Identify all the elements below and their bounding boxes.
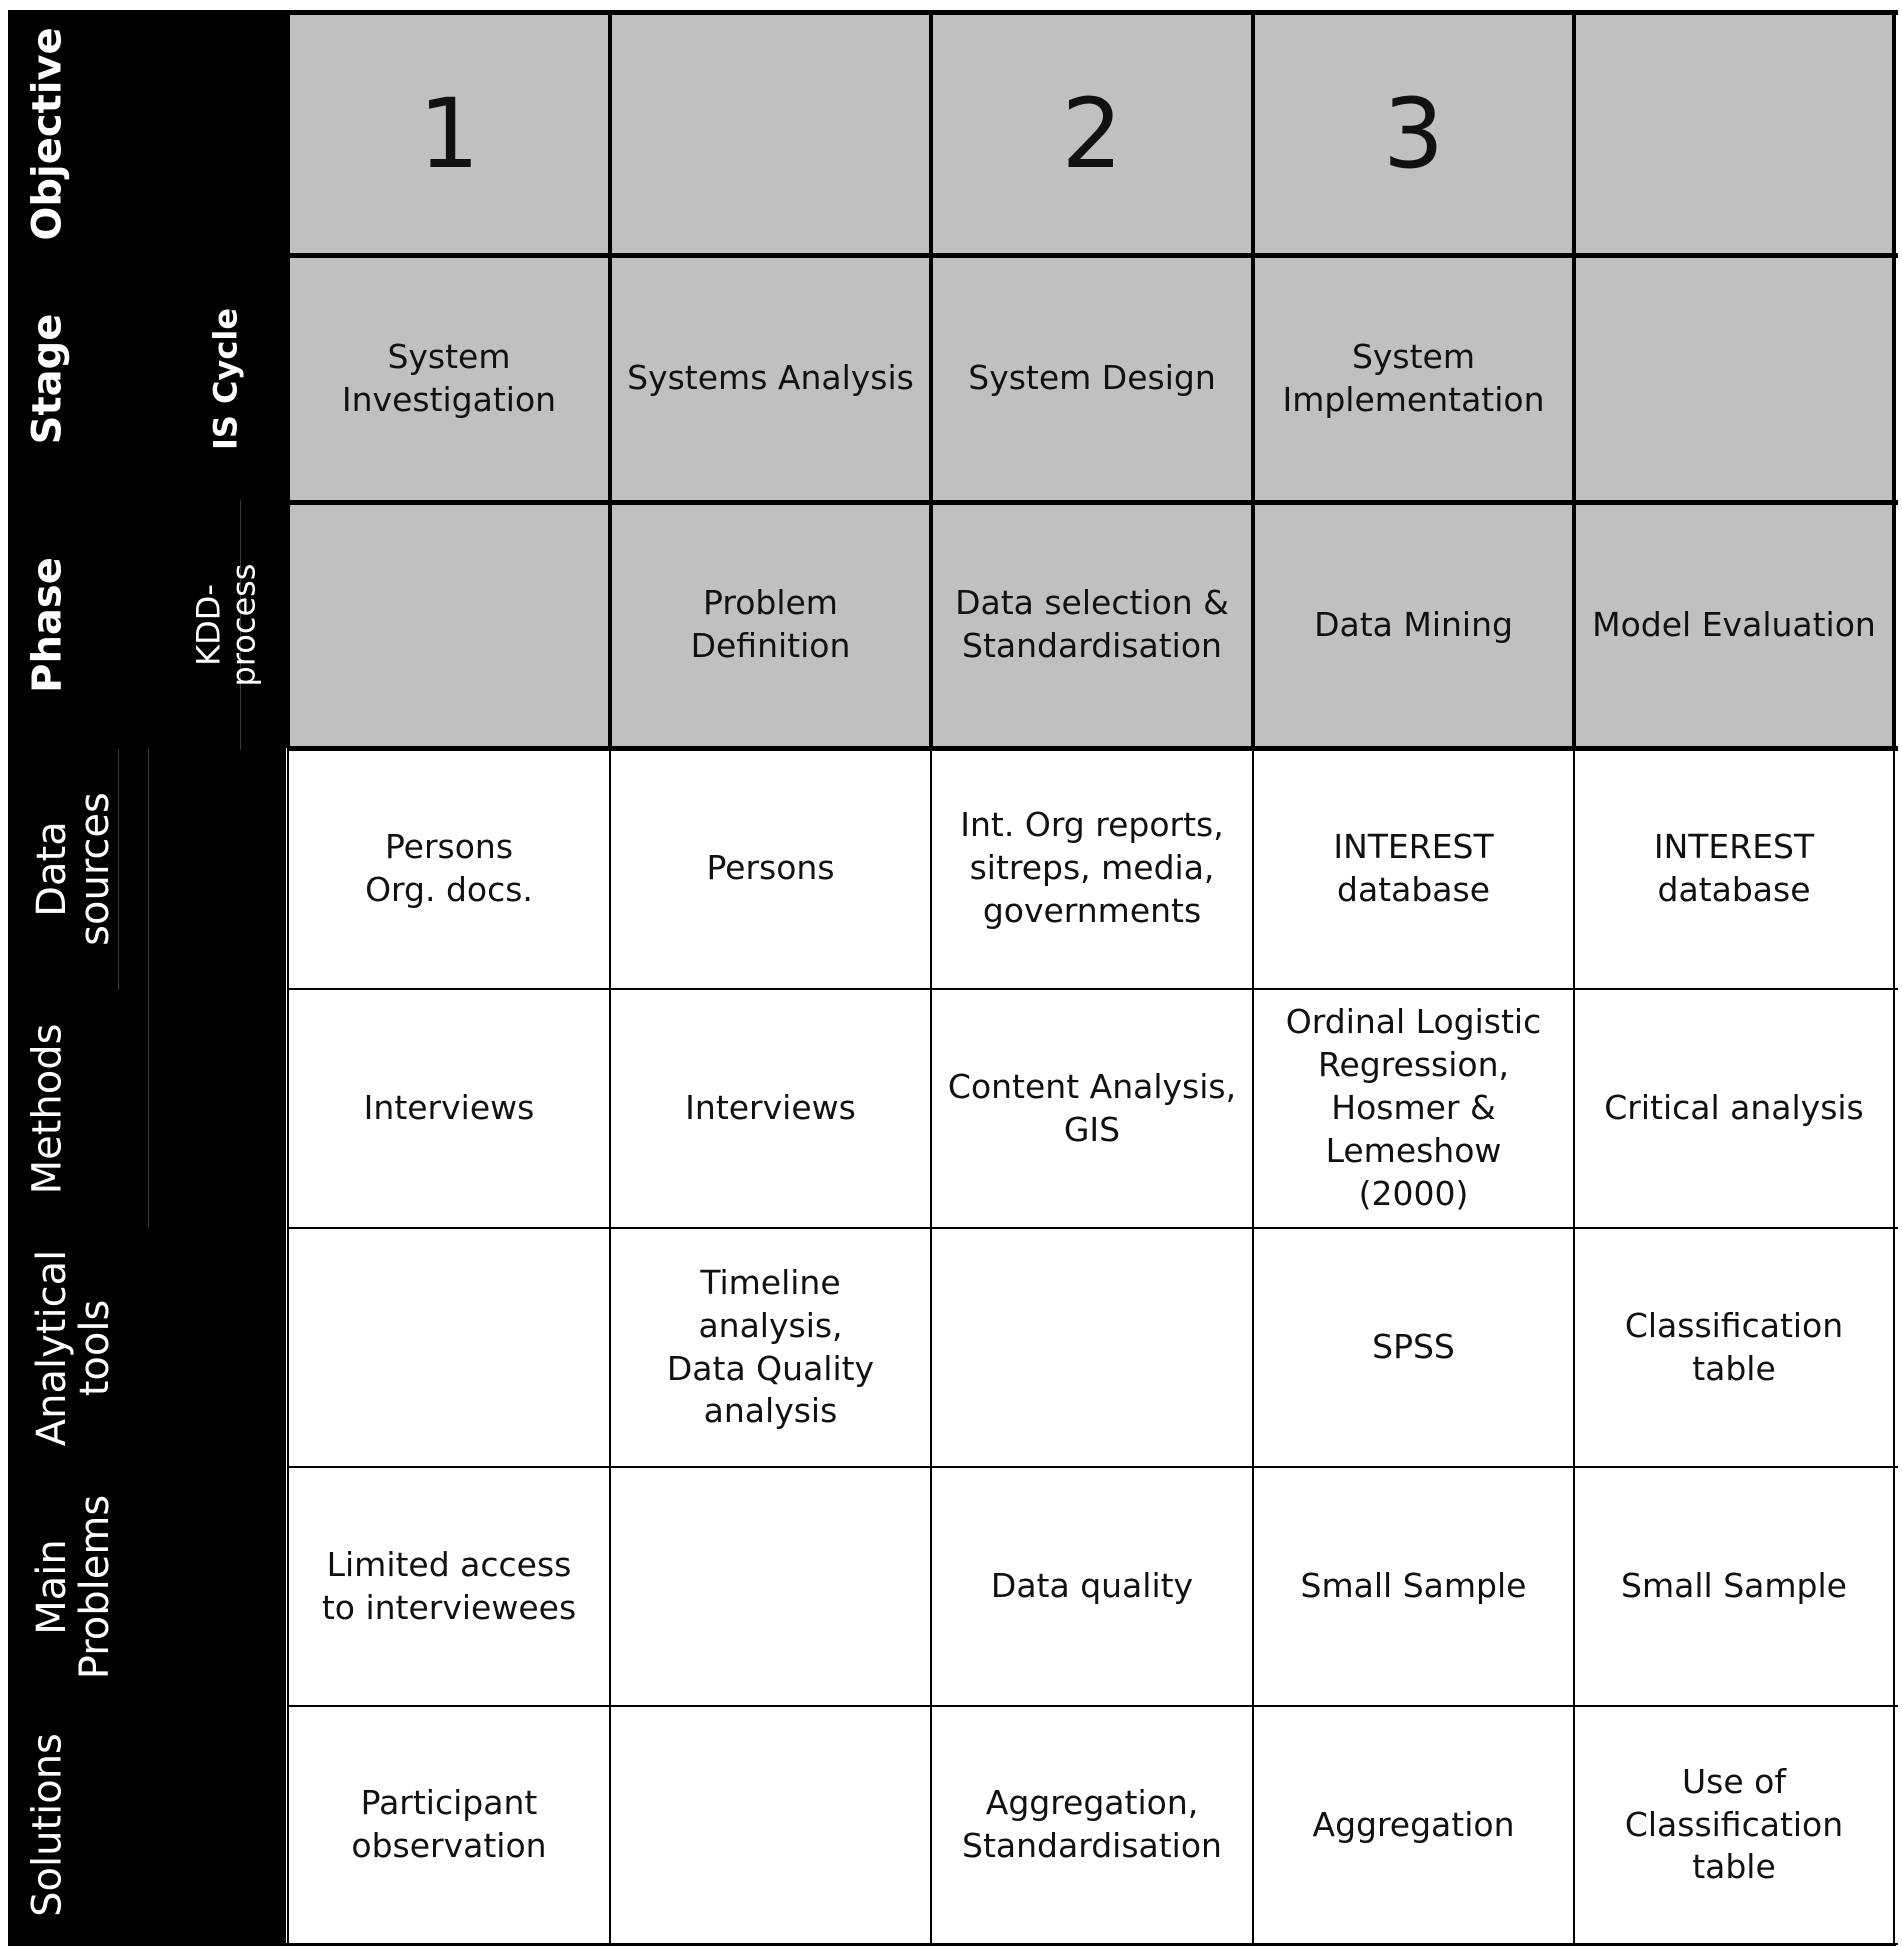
row-label-solutions: Solutions (24, 1733, 71, 1917)
cell-text: INTEREST database (1333, 826, 1494, 909)
cell-data-sources-col-4 (1253, 748, 1574, 989)
grid-vline-gray (929, 12, 933, 748)
cell-text: Model Evaluation (1592, 604, 1876, 644)
cell-main-problems-col-4 (1253, 1467, 1574, 1706)
cell-stage-col-5 (1574, 255, 1894, 502)
grid-hline (288, 500, 1898, 505)
cell-text: System Implementation (1282, 336, 1545, 419)
cell-objective-col-3 (931, 12, 1253, 255)
cell-stage-col-1 (288, 255, 610, 502)
cell-text: Content Analysis, GIS (947, 1066, 1237, 1149)
cell-data-sources-col-1 (288, 748, 610, 989)
cell-analytical-tools-col-4 (1253, 1228, 1574, 1467)
cell-text: Participant observation (351, 1783, 547, 1865)
cell-text: Problem Definition (690, 583, 851, 665)
cell-phase-col-3 (931, 502, 1253, 748)
cell-text: Small Sample (1621, 1566, 1847, 1606)
cell-main-problems-col-2 (610, 1467, 931, 1706)
cell-solutions-col-5 (1574, 1706, 1894, 1944)
cell-main-problems-col-1 (288, 1467, 610, 1706)
cell-methods-col-2 (610, 989, 931, 1228)
cell-main-problems-col-3 (931, 1467, 1253, 1706)
cell-solutions-col-1 (288, 1706, 610, 1944)
cell-text: Aggregation (1312, 1804, 1515, 1844)
cell-text: 1 (418, 77, 480, 190)
grid-hline (288, 1227, 1898, 1229)
side-hairline (118, 750, 119, 990)
cell-solutions-col-4 (1253, 1706, 1574, 1944)
cell-methods-col-1 (288, 989, 610, 1228)
cell-analytical-tools-col-1 (288, 1228, 610, 1467)
cell-text: Classification table (1624, 1305, 1844, 1388)
cell-text: System Investigation (341, 336, 557, 419)
cell-text: SPSS (1372, 1327, 1455, 1367)
row-label-objective: Objective (24, 26, 71, 241)
cell-main-problems-col-5 (1574, 1467, 1894, 1706)
grid-vline-gray (1572, 12, 1576, 748)
grid-vline-gray (1892, 12, 1896, 748)
row-label-main-problems: Main Problems (28, 1494, 118, 1679)
grid-vline-white (1573, 748, 1575, 1944)
cell-text: Use of Classification table (1624, 1761, 1844, 1887)
cell-text: Data selection & Standardisation (955, 583, 1229, 665)
row-sublabel-phase: KDD- process (189, 563, 262, 687)
cell-text: Int. Org reports, sitreps, media, governments (960, 805, 1224, 930)
cell-methods-col-5 (1574, 989, 1894, 1228)
cell-data-sources-col-5 (1574, 748, 1894, 989)
cell-text: 3 (1382, 77, 1445, 190)
grid-hline (288, 988, 1898, 990)
cell-text: Aggregation, Standardisation (962, 1783, 1222, 1865)
cell-analytical-tools-col-5 (1574, 1228, 1894, 1467)
cell-phase-col-1 (288, 502, 610, 748)
cell-analytical-tools-col-2 (610, 1228, 931, 1467)
cell-text: Ordinal Logistic Regression, Hosmer & Lemeshow (2000) (1285, 1002, 1542, 1213)
cell-phase-col-5 (1574, 502, 1894, 748)
cell-solutions-col-3 (931, 1706, 1253, 1944)
grid-vline-white (609, 748, 611, 1944)
grid-vline-white (1252, 748, 1254, 1944)
outer-top-border (8, 10, 1898, 14)
cell-text: System Design (968, 358, 1216, 398)
cell-text: Critical analysis (1604, 1088, 1864, 1128)
cell-objective-col-5 (1574, 12, 1894, 255)
cell-text: Small Sample (1300, 1566, 1527, 1606)
row-label-methods: Methods (24, 1023, 71, 1194)
cell-analytical-tools-col-3 (931, 1228, 1253, 1467)
cell-objective-col-2 (610, 12, 931, 255)
cell-stage-col-2 (610, 255, 931, 502)
cell-stage-col-3 (931, 255, 1253, 502)
grid-vline-white (287, 748, 289, 1944)
grid-vline-gray (286, 12, 290, 748)
row-label-phase: Phase (24, 557, 71, 693)
cell-data-sources-col-3 (931, 748, 1253, 989)
grid-vline-gray (1251, 12, 1255, 748)
cell-phase-col-4 (1253, 502, 1574, 748)
row-label-analytical-tools: Analytical tools (28, 1249, 118, 1446)
cell-methods-col-3 (931, 989, 1253, 1228)
row-header-column (8, 12, 286, 1944)
cell-data-sources-col-2 (610, 748, 931, 989)
grid-hline (288, 1466, 1898, 1468)
cell-objective-col-4 (1253, 12, 1574, 255)
cell-text: Persons Org. docs. (365, 826, 533, 909)
grid-hline (288, 746, 1898, 751)
side-hairline (148, 748, 149, 1228)
grid-vline-gray (608, 12, 612, 748)
cell-text: Persons (706, 848, 835, 888)
cell-objective-col-1 (288, 12, 610, 255)
cell-text: INTEREST database (1653, 826, 1815, 909)
grid-vline-white (930, 748, 932, 1944)
grid-hline (288, 253, 1898, 258)
cell-phase-col-2 (610, 502, 931, 748)
cell-methods-col-4 (1253, 989, 1574, 1228)
cell-text: Interviews (685, 1088, 856, 1128)
grid-hline (288, 1705, 1898, 1707)
cell-stage-col-4 (1253, 255, 1574, 502)
row-sublabel-stage: IS Cycle (206, 307, 245, 450)
cell-text: Timeline analysis, Data Quality analysis (666, 1262, 875, 1431)
cell-text: Data quality (990, 1566, 1194, 1606)
grid-vline-white (1893, 748, 1895, 1944)
cell-text: Limited access to interviewees (321, 1544, 577, 1627)
cell-text: Interviews (363, 1088, 535, 1128)
cell-text: 2 (1061, 77, 1123, 190)
row-label-stage: Stage (24, 313, 71, 444)
cell-solutions-col-2 (610, 1706, 931, 1944)
row-label-data-sources: Data sources (28, 791, 118, 946)
cell-text: Data Mining (1314, 604, 1513, 644)
cell-text: Systems Analysis (627, 358, 914, 398)
